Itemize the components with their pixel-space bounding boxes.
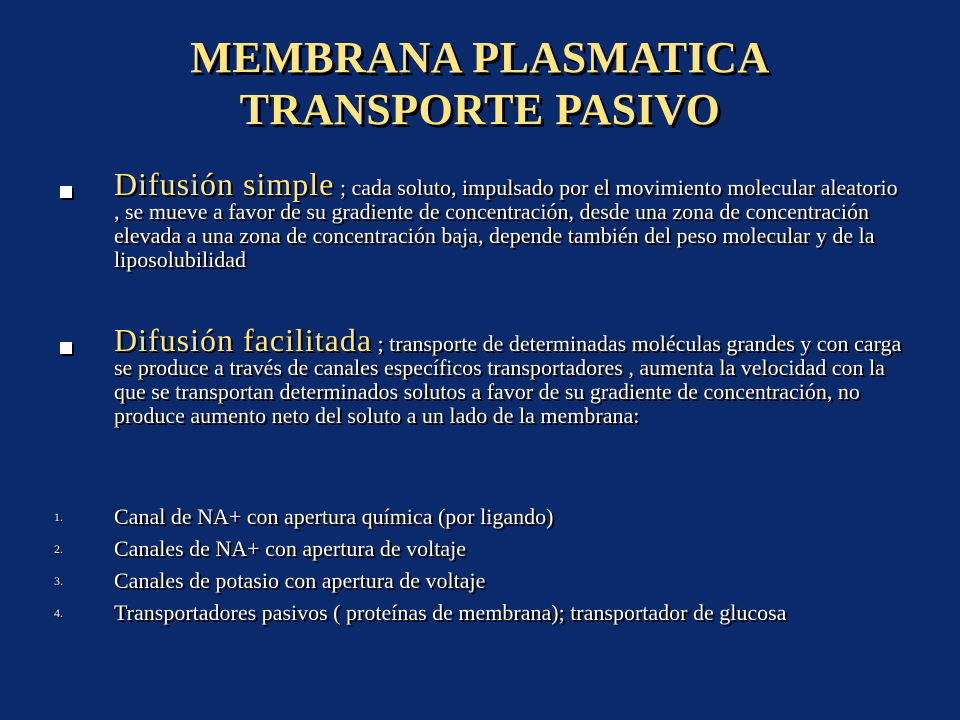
list-item (54, 569, 914, 593)
square-bullet-icon (60, 186, 72, 198)
list-item (54, 505, 914, 529)
list-number: 4. (54, 606, 63, 620)
bullet-text (114, 166, 904, 272)
bullet-term: Difusión facilitada (114, 322, 373, 358)
channel-list (54, 505, 914, 633)
list-item-text: Canales de NA+ con apertura de voltaje (114, 536, 467, 561)
list-number: 2. (54, 542, 63, 556)
bullet-term: Difusión simple (114, 166, 335, 202)
list-number: 3. (54, 574, 63, 588)
title-line-1: MEMBRANA PLASMATICA (190, 33, 770, 82)
list-item (54, 537, 914, 561)
list-item (54, 601, 914, 625)
slide-title (60, 32, 900, 136)
square-bullet-icon (60, 342, 72, 354)
list-number: 1. (54, 510, 63, 524)
bullet-description: ; transporte de determinadas moléculas grandes y con carga se produce a través de canales específicos transportadores , aumenta la velocidad con la que se transportan determinados solutos a favor de su gradiente de concentración, no produce aumento neto del soluto a un lado de la membrana: (114, 331, 902, 428)
list-item-text: Canales de potasio con apertura de voltaje (114, 568, 486, 593)
title-line-2: TRANSPORTE PASIVO (239, 85, 721, 134)
bullet-description: ; cada soluto, impulsado por el movimiento molecular aleatorio , se mueve a favor de su gradiente de concentración, desde una zona de concentración elevada a una zona de concentración baja, depende también del peso molecular y de la liposolubilidad (114, 175, 898, 272)
list-item-text: Transportadores pasivos ( proteínas de membrana); transportador de glucosa (114, 600, 787, 625)
list-item-text: Canal de NA+ con apertura química (por ligando) (114, 504, 554, 529)
bullet-text (114, 322, 904, 428)
